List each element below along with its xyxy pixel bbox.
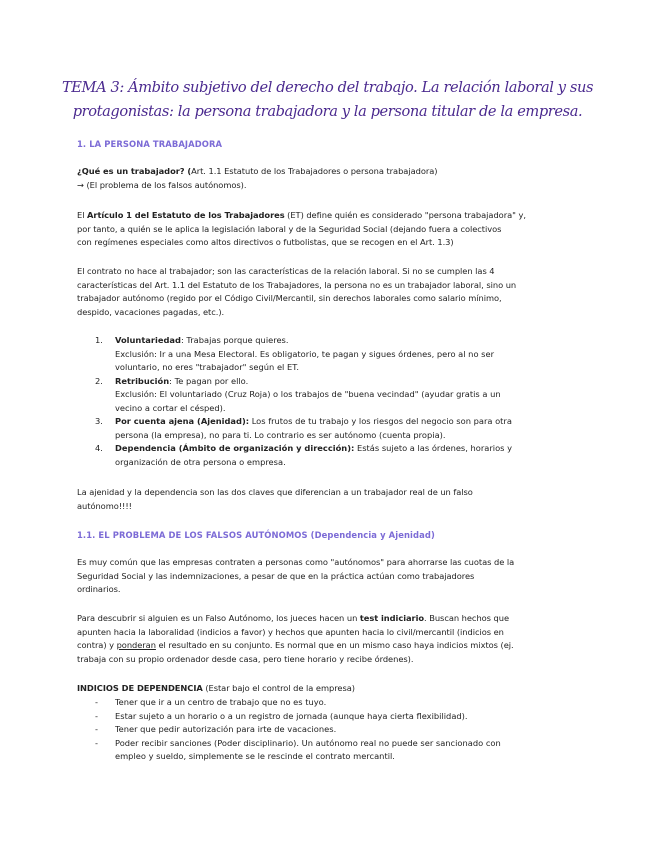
list-item-bold: Dependencia (Ámbito de organización y dirección): [115, 443, 355, 453]
list-item-text: : Te pagan por ello. [169, 375, 249, 386]
p3-line-1: La ajenidad y la dependencia son las dos claves que diferencian a un trabajador real de un falso [77, 487, 473, 497]
p2-line-3: trabajador autónomo (regido por el Código Civil/Mercantil, sin derechos laborales como salario mínimo, [77, 293, 502, 303]
list-item-bold: Retribución [115, 375, 170, 386]
list-number: 1. [95, 335, 103, 345]
p5-text-3c: el resultado en su conjunto. Es normal que en un mismo caso haya indicios mixtos (ej. [155, 640, 514, 650]
bullet-item [95, 737, 575, 764]
p5-line-2: apunten hacia la laboralidad (indicios a favor) y hechos que apunten hacia lo civil/mercantil (indicios en [77, 626, 504, 637]
p5-line-4: trabaja con su propio ordenador desde casa, pero tiene horario y recibe órdenes). [77, 653, 414, 664]
p4-line-3: ordinarios. [77, 584, 121, 594]
list-item-bold: Por cuenta ajena (Ajenidad): [115, 416, 250, 426]
list-number: 3. [95, 416, 103, 426]
p1-line-2: por tanto, a quién se le aplica la legislación laboral y de la Seguridad Social (dejando fuera a colectivos [77, 223, 502, 234]
p1-line-3: con regímenes especiales como altos directivos o futbolistas, que se recogen en el Art. 1.3) [77, 237, 454, 247]
bullet-item [95, 710, 575, 724]
list-item-text: Estás sujeto a las órdenes, horarios y [354, 443, 513, 453]
p1-text-c: (ET) define quién es considerado "persona trabajadora" y, [284, 210, 526, 220]
characteristics-list [95, 334, 575, 469]
indicios-rest: (Estar bajo el control de la empresa) [202, 683, 355, 693]
indicios-list [95, 696, 575, 764]
dash-bullet: - [95, 710, 98, 721]
paragraph-test [77, 612, 575, 666]
list-item-bold: Voluntariedad [115, 335, 181, 345]
list-item-extra: organización de otra persona o empresa. [115, 456, 286, 467]
p5-text-a: Para descubrir si alguien es un Falso Autónomo, los jueces hacen un [77, 613, 360, 623]
p2-line-1: El contrato no hace al trabajador; son las características de la relación laboral. Si no se cumplen las 4 [77, 266, 495, 276]
list-item-extra: vecino a cortar el césped). [115, 402, 226, 413]
list-item-text: Los frutos de tu trabajo y los riesgos del negocio son para otra [249, 416, 512, 426]
paragraph-keys [77, 486, 575, 513]
indicios-heading [77, 682, 575, 696]
p1-bold: Artículo 1 del Estatuto de los Trabajadores [87, 210, 285, 220]
dash-bullet: - [95, 724, 98, 734]
title-line-1: TEMA 3: Ámbito subjetivo del derecho del trabajo. La relación laboral y sus [61, 79, 594, 96]
p5-bold: test indiciario [359, 613, 425, 623]
paragraph-contract [77, 265, 575, 319]
bullet-text: empleo y sueldo, simplemente se le rescinde el contrato mercantil. [115, 751, 395, 761]
dash-bullet: - [95, 697, 98, 707]
p2-line-2: características del Art. 1.1 del Estatuto de los Trabajadores, la persona no es un trabajador laboral, sino un [77, 279, 517, 290]
paragraph-article-1 [77, 209, 575, 250]
bullet-text: Tener que ir a un centro de trabajo que no es tuyo. [115, 697, 327, 707]
question-paragraph [77, 165, 575, 192]
question-line-2: → (El problema de los falsos autónomos). [77, 179, 247, 190]
p3-line-2: autónomo!!!! [77, 500, 132, 511]
p5-text-c: . Buscan hechos que [424, 613, 510, 623]
indicios-bold: INDICIOS DE DEPENDENCIA [77, 683, 203, 693]
section-heading-1-1: 1.1. EL PROBLEMA DE LOS FALSOS AUTÓNOMOS (Dependencia y Ajenidad) [77, 530, 435, 540]
list-item-text: : Trabajas porque quieres. [180, 335, 289, 345]
paragraph-companies [77, 556, 575, 597]
list-item-extra: persona (la empresa), no para ti. Lo contrario es ser autónomo (cuenta propia). [115, 429, 446, 440]
p2-line-4: despido, vacaciones pagadas, etc.). [77, 306, 225, 317]
bullet-item [95, 723, 575, 737]
list-item [95, 415, 575, 442]
list-item-extra: voluntario, no eres "trabajador" según el ET. [115, 362, 299, 372]
bullet-text: Poder recibir sanciones (Poder disciplinario). Un autónomo real no puede ser sancionado con [115, 737, 501, 748]
p5-text-3a: contra) y [77, 640, 117, 650]
p5-underline: ponderan [116, 640, 156, 650]
list-number: 4. [95, 443, 103, 453]
p1-text-a: El [77, 210, 88, 220]
section-heading-1: 1. LA PERSONA TRABAJADORA [77, 139, 223, 149]
list-item-extra: Exclusión: El voluntariado (Cruz Roja) o los trabajos de "buena vecindad" (ayudar gratis a un [115, 389, 501, 399]
title-line-2: protagonistas: la persona trabajadora y la persona titular de la empresa. [72, 103, 583, 120]
list-item [95, 375, 575, 416]
question-rest: Art. 1.1 Estatuto de los Trabajadores o persona trabajadora) [191, 166, 438, 176]
list-item [95, 334, 575, 375]
question-bold: ¿Qué es un trabajador? ( [77, 166, 192, 176]
bullet-item [95, 696, 575, 710]
page-title [50, 76, 605, 124]
bullet-text: Tener que pedir autorización para irte de vacaciones. [115, 724, 337, 734]
list-item-extra: Exclusión: Ir a una Mesa Electoral. Es obligatorio, te pagan y sigues órdenes, pero al no ser [115, 348, 494, 359]
bullet-text: Estar sujeto a un horario o a un registro de jornada (aunque haya cierta flexibilidad). [115, 710, 468, 721]
p4-line-2: Seguridad Social y las indemnizaciones, a pesar de que en la práctica actúan como trabajadores [77, 570, 475, 581]
list-number: 2. [95, 375, 103, 386]
dash-bullet: - [95, 737, 98, 748]
list-item [95, 442, 575, 469]
p4-line-1: Es muy común que las empresas contraten a personas como "autónomos" para ahorrarse las cuotas de la [77, 557, 515, 567]
